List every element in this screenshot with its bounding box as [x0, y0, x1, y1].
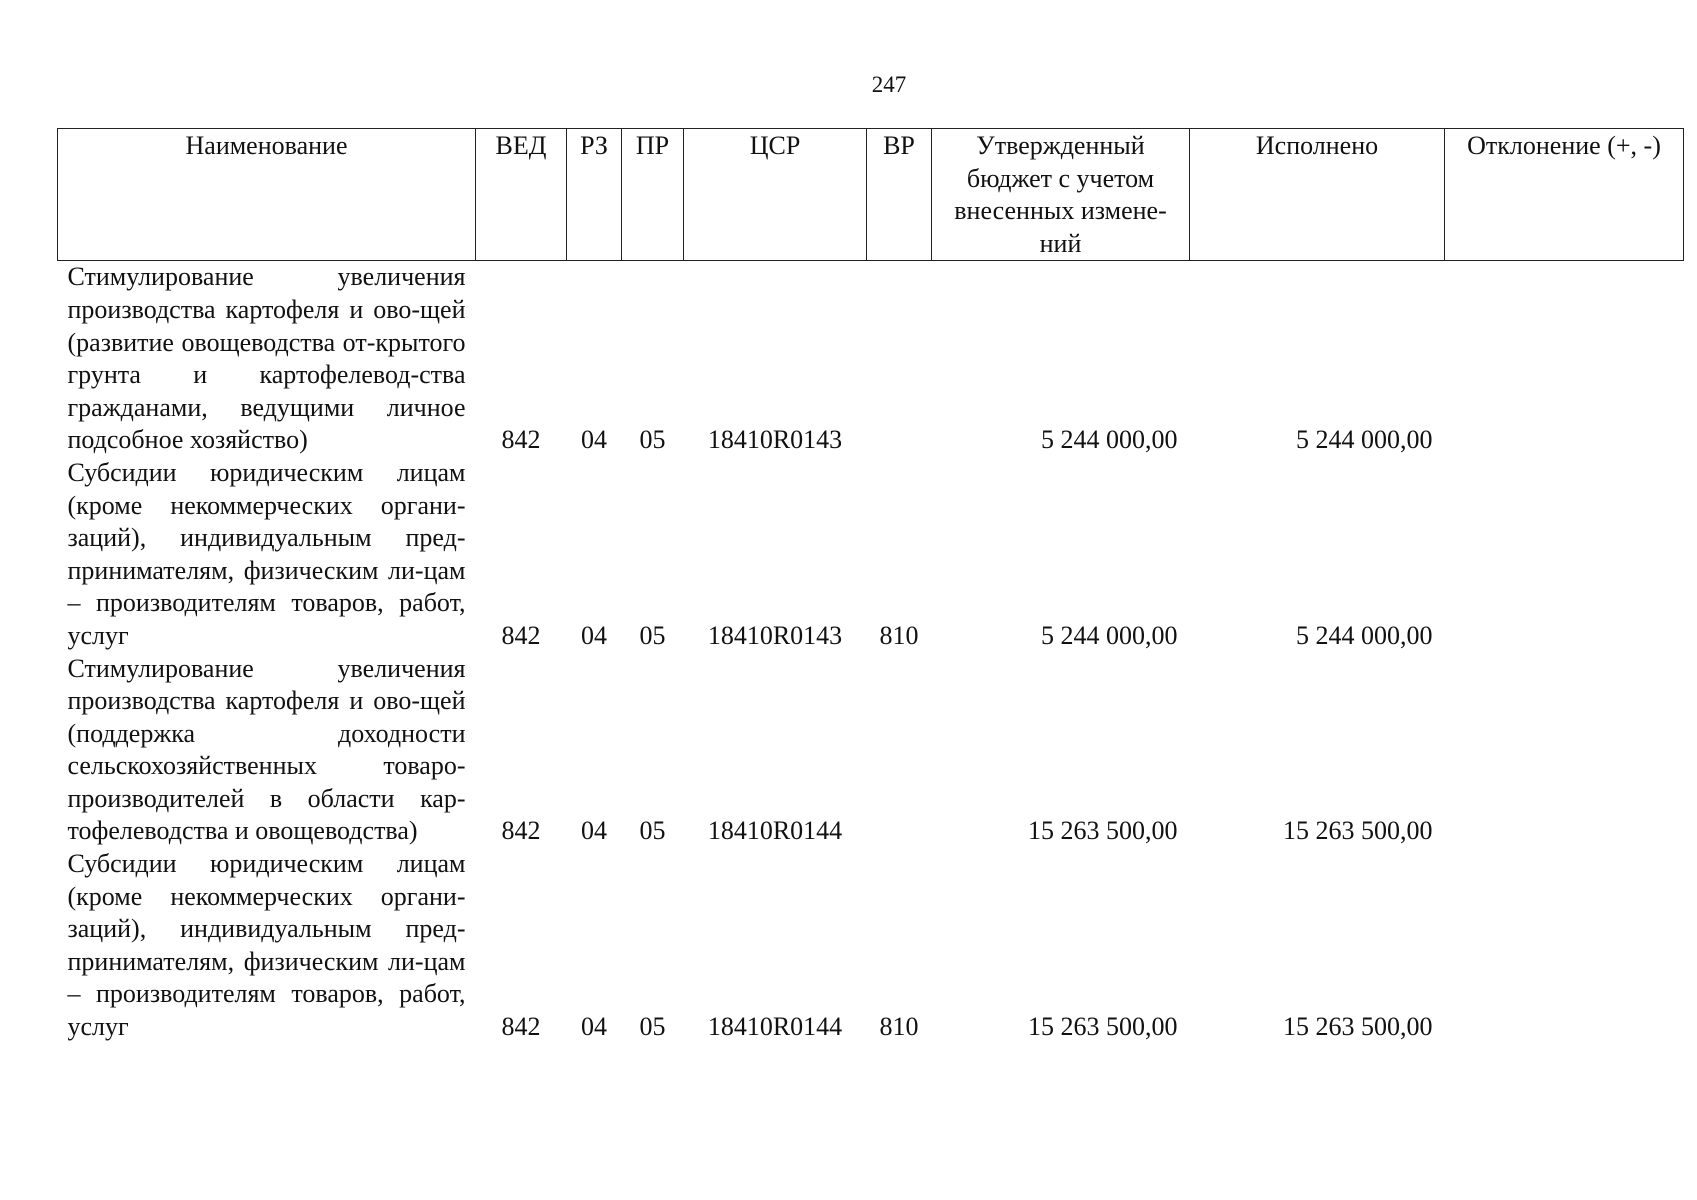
row-approved: 5 244 000,00 [1041, 425, 1178, 455]
row-executed: 15 263 500,00 [1283, 1012, 1433, 1042]
budget-execution-table [57, 128, 1684, 1044]
header-csr: ЦСР [684, 129, 867, 261]
row-executed: 5 244 000,00 [1296, 425, 1433, 455]
row-csr: 18410R0144 [707, 1012, 843, 1042]
table-header-row [58, 129, 1684, 261]
row-executed: 15 263 500,00 [1283, 816, 1433, 846]
row-ved: 842 [501, 620, 541, 650]
table-row [58, 457, 1684, 653]
row-rz: 04 [581, 816, 607, 846]
row-deviation [1445, 653, 1684, 849]
header-rz: РЗ [567, 129, 622, 261]
row-name: Субсидии юридическим лицам (кроме некоммерческих органи-заций), индивидуальным пред-принимателям, физическим ли-цам – производителям товаров, работ, услуг [67, 849, 466, 1042]
header-vr: ВР [867, 129, 932, 261]
row-rz: 04 [581, 620, 607, 650]
row-csr: 18410R0143 [707, 620, 843, 650]
header-deviation: Отклонение (+, -) [1445, 129, 1684, 261]
row-pr: 05 [639, 425, 666, 455]
row-approved: 5 244 000,00 [1041, 620, 1178, 650]
row-name: Субсидии юридическим лицам (кроме некоммерческих органи-заций), индивидуальным пред-принимателям, физическим ли-цам – производителям товаров, работ, услуг [67, 457, 466, 650]
row-vr: 810 [879, 1012, 919, 1042]
row-pr: 05 [639, 816, 666, 846]
row-deviation [1445, 848, 1684, 1044]
row-deviation [1445, 457, 1684, 653]
row-ved: 842 [501, 425, 541, 455]
header-name: Наименование [58, 129, 476, 261]
row-vr [867, 653, 932, 849]
row-approved: 15 263 500,00 [1028, 1012, 1178, 1042]
row-pr: 05 [639, 620, 666, 650]
row-ved: 842 [501, 1012, 541, 1042]
table-row [58, 848, 1684, 1044]
row-executed: 5 244 000,00 [1296, 620, 1433, 650]
table-row [58, 653, 1684, 849]
row-pr: 05 [639, 1012, 666, 1042]
table-row [58, 261, 1684, 457]
row-rz: 04 [581, 1012, 607, 1042]
row-approved: 15 263 500,00 [1028, 816, 1178, 846]
row-vr [867, 261, 932, 457]
header-executed: Исполнено [1190, 129, 1445, 261]
row-csr: 18410R0144 [707, 816, 843, 846]
row-rz: 04 [581, 425, 607, 455]
header-pr: ПР [622, 129, 684, 261]
header-approved-budget: Утвержденный бюджет с учетом внесенных измене-ний [932, 129, 1190, 261]
row-name: Стимулирование увеличения производства картофеля и ово-щей (поддержка доходности сельскохозяйственных товаро-производителей в области кар-тофелеводства и овощеводства) [67, 653, 466, 846]
row-ved: 842 [501, 816, 541, 846]
row-deviation [1445, 261, 1684, 457]
page-number: 247 [871, 72, 907, 97]
row-name: Стимулирование увеличения производства картофеля и ово-щей (развитие овощеводства от-крытого грунта и картофелевод-ства гражданами, ведущими личное подсобное хозяйство) [67, 262, 466, 455]
header-ved: ВЕД [476, 129, 567, 261]
row-vr: 810 [879, 620, 919, 650]
row-csr: 18410R0143 [707, 425, 843, 455]
